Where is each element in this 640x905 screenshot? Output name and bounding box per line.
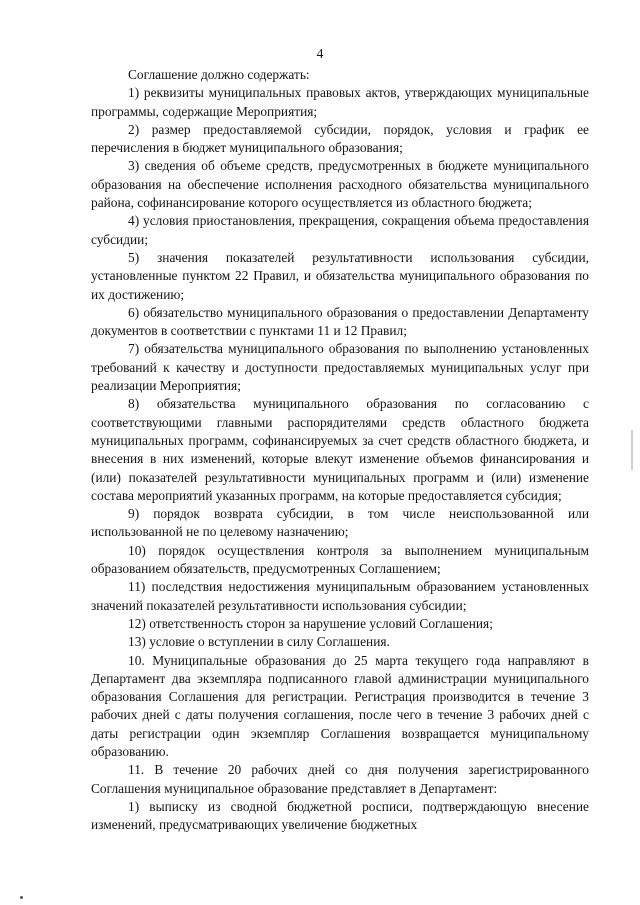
paragraph-intro: Соглашение должно содержать: <box>128 67 310 82</box>
list-item-6: 6) обязательство муниципального образования о предоставлении Департаменту документов в соответствии с пунктами 11 и 12 Правил; <box>91 304 589 339</box>
page-number: 4 <box>316 46 324 61</box>
list-item-9: 9) порядок возврата субсидии, в том числе неиспользованной или использованной не по целевому назначению; <box>91 506 589 540</box>
section-11-paragraph: 11. В течение 20 рабочих дней со дня получения зарегистрированного Соглашения муниципальное образование представляет в Департамент: <box>91 762 589 796</box>
list-item-5: 5) значения показателей результативности использования субсидии, установленные пунктом 22 Правил, и обязательства муниципального образования по их достижению; <box>91 249 589 302</box>
list-item-13: 13) условие о вступлении в силу Соглашения. <box>128 634 390 650</box>
document-body <box>91 66 589 834</box>
list-item-4: 4) условия приостановления, прекращения, сокращения объема предоставления субсидии; <box>91 213 589 247</box>
section-10-paragraph: 10. Муниципальные образования до 25 марта текущего года направляют в Департамент два экземпляра подписанного главой администрации муниципального образования Соглашения для регистрации. Регистрация производится в течение 3 рабочих дней с даты получения соглашения, после чего в течение 3 рабочих дней с даты регистрации один экземпляр Соглашения возвращается муниципальному образованию. <box>91 652 589 759</box>
scan-edge-line <box>631 430 633 470</box>
list-item-7: 7) обязательства муниципального образования по выполнению установленных требований к качеству и доступности предоставляемых муниципальных услуг при реализации Мероприятия; <box>91 341 589 394</box>
list-item-11: 11) последствия недостижения муниципальным образованием установленных значений показателей результативности использования субсидии; <box>91 579 589 613</box>
list-item-3: 3) сведения об объеме средств, предусмотренных в бюджете муниципального образования на обеспечение исполнения расходного обязательства муниципального района, софинансирование которого осуществляется из областного бюджета; <box>91 158 589 211</box>
list-item-10: 10) порядок осуществления контроля за выполнением муниципальным образованием обязательств, предусмотренных Соглашением; <box>91 542 589 577</box>
list-item-1: 1) реквизиты муниципальных правовых актов, утверждающих муниципальные программы, содержащие Мероприятия; <box>91 85 589 119</box>
list-item-12: 12) ответственность сторон за нарушение условий Соглашения; <box>128 615 493 631</box>
scan-speck <box>20 896 23 899</box>
section-11-list-item-1: 1) выписку из сводной бюджетной росписи, подтверждающую внесение изменений, предусматривающих увеличение бюджетных <box>91 798 589 833</box>
list-item-2: 2) размер предоставляемой субсидии, порядок, условия и график ее перечисления в бюджет муниципального образования; <box>91 121 589 156</box>
list-item-8: 8) обязательства муниципального образования по согласованию с соответствующими главными распорядителями средств областного бюджета муниципальных программ, софинансируемых за счет средств областного бюджета, и внесения в них изменений, которые влекут изменение объемов финансирования и (или) показателей результативности муниципальных программ и (или) изменение состава мероприятий указанных программ, на которые предоставляется субсидия; <box>91 396 589 503</box>
